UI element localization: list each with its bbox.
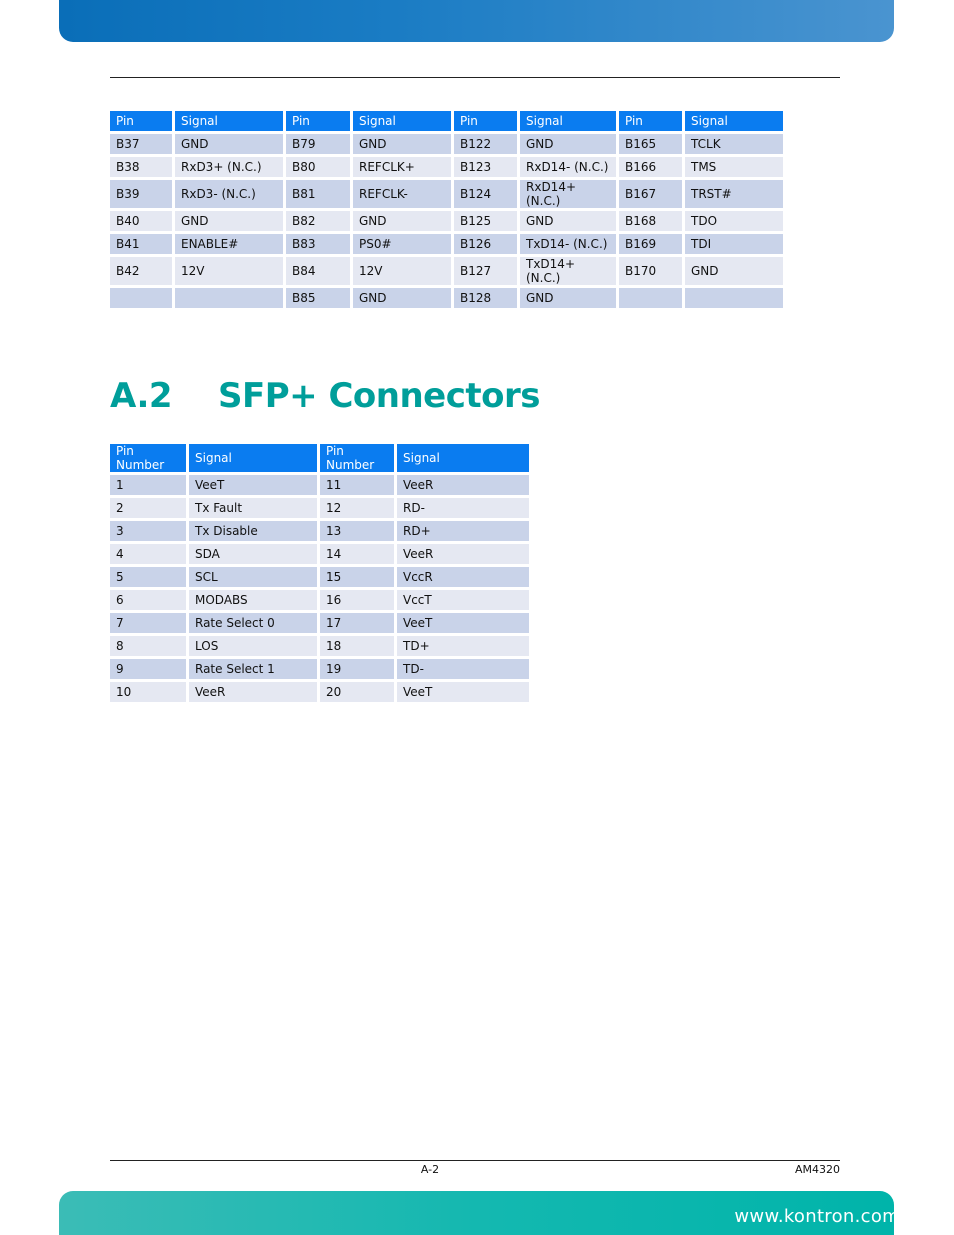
pin-cell: 5 (110, 567, 186, 587)
pin-cell: 20 (320, 682, 394, 702)
signal-cell: VeeR (397, 544, 529, 564)
signal-cell: Rate Select 1 (189, 659, 317, 679)
signal-cell: GND (520, 134, 616, 154)
pin-cell: 6 (110, 590, 186, 610)
table-row (110, 157, 783, 177)
pin-cell: B42 (110, 257, 172, 285)
signal-cell: MODABS (189, 590, 317, 610)
signal-cell: RxD3- (N.C.) (175, 180, 283, 208)
pin-cell: B125 (454, 211, 517, 231)
signal-cell: 12V (353, 257, 451, 285)
signal-cell: TD+ (397, 636, 529, 656)
table-header-row (110, 111, 783, 131)
signal-cell: VeeR (397, 475, 529, 495)
pin-cell: B165 (619, 134, 682, 154)
pin-cell: 11 (320, 475, 394, 495)
signal-cell: LOS (189, 636, 317, 656)
signal-cell: 12V (175, 257, 283, 285)
table-row (110, 613, 529, 633)
pin-cell: B124 (454, 180, 517, 208)
pin-cell: B167 (619, 180, 682, 208)
column-header: Pin (619, 111, 682, 131)
signal-cell: GND (353, 134, 451, 154)
column-header: Pin (110, 111, 172, 131)
sfp-pinout-table (107, 441, 532, 705)
signal-cell: RxD14+ (N.C.) (520, 180, 616, 208)
pin-cell: B41 (110, 234, 172, 254)
table-row (110, 590, 529, 610)
section-heading (110, 376, 540, 416)
column-header: Signal (397, 444, 529, 472)
signal-cell: GND (353, 211, 451, 231)
pin-cell: B83 (286, 234, 350, 254)
pin-cell: 17 (320, 613, 394, 633)
pin-cell: B169 (619, 234, 682, 254)
pin-cell: B37 (110, 134, 172, 154)
page-number: A-2 (420, 1163, 440, 1176)
signal-cell: TMS (685, 157, 783, 177)
pin-cell (110, 288, 172, 308)
signal-cell: RD- (397, 498, 529, 518)
table-row (110, 211, 783, 231)
signal-cell: Rate Select 0 (189, 613, 317, 633)
signal-cell: REFCLK+ (353, 157, 451, 177)
signal-cell: Tx Fault (189, 498, 317, 518)
pin-cell: 1 (110, 475, 186, 495)
pin-cell: B38 (110, 157, 172, 177)
signal-cell: GND (520, 211, 616, 231)
pin-cell: B127 (454, 257, 517, 285)
signal-cell: PS0# (353, 234, 451, 254)
pin-cell: B39 (110, 180, 172, 208)
pin-cell: 12 (320, 498, 394, 518)
column-header: Signal (353, 111, 451, 131)
pin-cell: B82 (286, 211, 350, 231)
pin-cell: 16 (320, 590, 394, 610)
signal-cell (685, 288, 783, 308)
pin-cell: B166 (619, 157, 682, 177)
signal-cell: REFCLK- (353, 180, 451, 208)
column-header: Pin Number (320, 444, 394, 472)
table-row (110, 659, 529, 679)
header-divider (110, 77, 840, 78)
signal-cell: GND (520, 288, 616, 308)
table-header-row (110, 444, 529, 472)
table-row (110, 475, 529, 495)
pin-cell: B170 (619, 257, 682, 285)
pin-cell: 2 (110, 498, 186, 518)
section-number: A.2 (110, 376, 173, 416)
connector-pinout-table (107, 108, 786, 311)
column-header: Signal (175, 111, 283, 131)
table-row (110, 682, 529, 702)
signal-cell: TxD14- (N.C.) (520, 234, 616, 254)
pin-cell: B168 (619, 211, 682, 231)
signal-cell (175, 288, 283, 308)
pin-cell: 13 (320, 521, 394, 541)
column-header: Signal (189, 444, 317, 472)
table-row (110, 257, 783, 285)
pin-cell: 19 (320, 659, 394, 679)
table-row (110, 288, 783, 308)
pin-cell: B80 (286, 157, 350, 177)
signal-cell: SCL (189, 567, 317, 587)
signal-cell: Tx Disable (189, 521, 317, 541)
pin-cell (619, 288, 682, 308)
pin-cell: 14 (320, 544, 394, 564)
column-header: Signal (685, 111, 783, 131)
pin-cell: 15 (320, 567, 394, 587)
pin-cell: 10 (110, 682, 186, 702)
pin-cell: 3 (110, 521, 186, 541)
table-row (110, 544, 529, 564)
section-title: SFP+ Connectors (218, 376, 541, 416)
table-row (110, 180, 783, 208)
signal-cell: GND (175, 211, 283, 231)
pin-cell: B123 (454, 157, 517, 177)
signal-cell: VccR (397, 567, 529, 587)
signal-cell: RxD3+ (N.C.) (175, 157, 283, 177)
column-header: Signal (520, 111, 616, 131)
signal-cell: VeeR (189, 682, 317, 702)
footer-divider (110, 1160, 840, 1161)
pin-cell: 9 (110, 659, 186, 679)
pin-cell: B85 (286, 288, 350, 308)
signal-cell: SDA (189, 544, 317, 564)
signal-cell: RD+ (397, 521, 529, 541)
signal-cell: TRST# (685, 180, 783, 208)
document-id: AM4320 (794, 1163, 840, 1176)
signal-cell: TDI (685, 234, 783, 254)
pin-cell: B84 (286, 257, 350, 285)
header-banner (59, 0, 894, 42)
table-row (110, 234, 783, 254)
pin-cell: 7 (110, 613, 186, 633)
pin-cell: 18 (320, 636, 394, 656)
signal-cell: TDO (685, 211, 783, 231)
table-row (110, 567, 529, 587)
signal-cell: VccT (397, 590, 529, 610)
pin-cell: B81 (286, 180, 350, 208)
signal-cell: TxD14+ (N.C.) (520, 257, 616, 285)
column-header: Pin (454, 111, 517, 131)
signal-cell: TCLK (685, 134, 783, 154)
signal-cell: VeeT (189, 475, 317, 495)
signal-cell: ENABLE# (175, 234, 283, 254)
signal-cell: GND (685, 257, 783, 285)
table-row (110, 636, 529, 656)
table-row (110, 134, 783, 154)
pin-cell: 4 (110, 544, 186, 564)
column-header: Pin (286, 111, 350, 131)
pin-cell: B128 (454, 288, 517, 308)
pin-cell: 8 (110, 636, 186, 656)
pin-cell: B40 (110, 211, 172, 231)
table-row (110, 498, 529, 518)
signal-cell: GND (175, 134, 283, 154)
signal-cell: RxD14- (N.C.) (520, 157, 616, 177)
website-link[interactable]: www.kontron.com (734, 1206, 900, 1227)
pin-cell: B79 (286, 134, 350, 154)
pin-cell: B126 (454, 234, 517, 254)
signal-cell: VeeT (397, 682, 529, 702)
signal-cell: TD- (397, 659, 529, 679)
pin-cell: B122 (454, 134, 517, 154)
column-header: Pin Number (110, 444, 186, 472)
signal-cell: VeeT (397, 613, 529, 633)
signal-cell: GND (353, 288, 451, 308)
table-row (110, 521, 529, 541)
